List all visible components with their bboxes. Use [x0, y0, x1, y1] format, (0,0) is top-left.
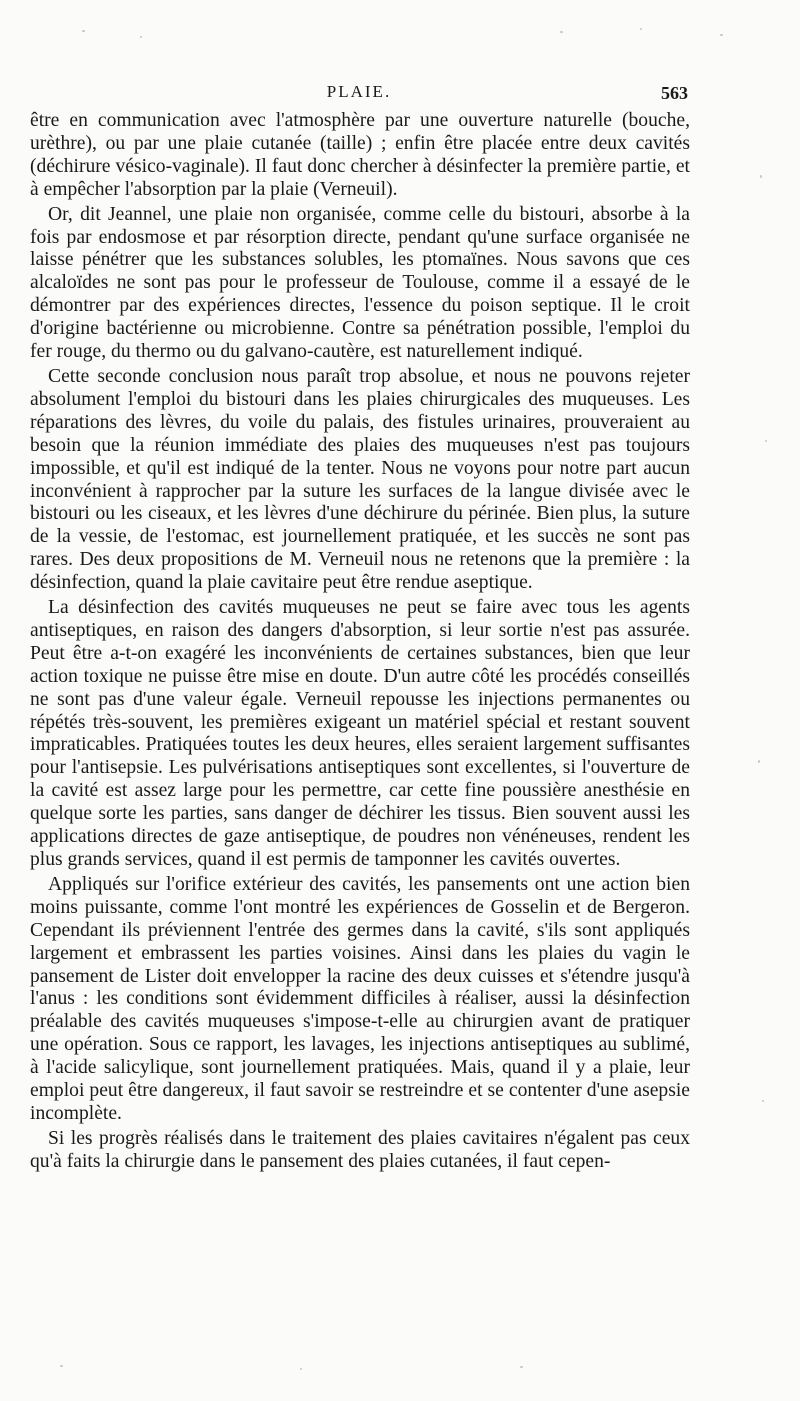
page-number: 563	[661, 83, 688, 103]
paragraph-6: Si les progrès réalisés dans le traitement des plaies cavitaires n'égalent pas ceux qu'à faits la chirurgie dans le pansement des plaies cutanées, il faut cepen-	[30, 1127, 690, 1172]
paragraph-3: Cette seconde conclusion nous paraît trop absolue, et nous ne pouvons rejeter absolument l'emploi du bistouri dans les plaies chirurgicales des muqueuses. Les réparations des lèvres, du voile du palais, des fistules urinaires, prouveraient au besoin que la réunion immédiate des plaies des muqueuses n'est pas toujours impossible, et qu'il est indiqué de la tenter. Nous ne voyons pour notre part aucun inconvénient à rapprocher par la suture les surfaces de la langue divisée avec le bistouri ou les ciseaux, et les lèvres d'une déchirure du périnée. Bien plus, la suture de la vessie, de l'estomac, est journellement pratiquée, et les succès ne sont pas rares. Des deux propositions de M. Verneuil nous ne retenons que la première : la désinfection, quand la plaie cavitaire peut être rendue aseptique.	[30, 365, 690, 594]
scan-speck	[760, 175, 762, 178]
page-header	[30, 82, 688, 106]
scan-speck	[520, 1366, 523, 1368]
scan-speck	[765, 440, 767, 442]
scan-speck	[560, 31, 563, 33]
scan-speck	[762, 1100, 764, 1102]
running-title: PLAIE.	[326, 82, 392, 101]
scan-speck	[720, 34, 723, 36]
scan-speck	[140, 36, 142, 38]
scan-speck	[82, 30, 85, 32]
scan-speck	[640, 28, 642, 30]
paragraph-4: La désinfection des cavités muqueuses ne peut se faire avec tous les agents antiseptiques, en raison des dangers d'absorption, si leur sortie n'est pas assurée. Peut être a-t-on exagéré les inconvénients de certaines substances, bien que leur action toxique ne puisse être mise en doute. D'un autre côté les procédés conseillés ne sont pas d'une valeur égale. Verneuil repousse les injections permanentes ou répétés très-souvent, les premières exigeant un matériel spécial et restant souvent impraticables. Pratiquées toutes les deux heures, elles seraient largement suffisantes pour l'antisepsie. Les pulvérisations antiseptiques sont excellentes, si l'ouverture de la cavité est assez large pour les permettre, car cette fine poussière anesthésie en quelque sorte les parties, sans danger de déchirer les tissus. Bien souvent aussi les applications directes de gaze antiseptique, de poudres non vénéneuses, rendent les plus grands services, quand il est permis de tamponner les cavités ouvertes.	[30, 597, 690, 870]
scan-speck	[60, 1365, 63, 1367]
scan-speck	[300, 1368, 302, 1370]
paragraph-5: Appliqués sur l'orifice extérieur des cavités, les pansements ont une action bien moins puissante, comme l'ont montré les expériences de Gosselin et de Bergeron. Cependant ils préviennent l'entrée des germes dans la cavité, s'ils sont appliqués largement et embrassent les parties voisines. Ainsi dans les plaies du vagin le pansement de Lister doit envelopper la racine des deux cuisses et s'étendre jusqu'à l'anus : les conditions sont évidemment difficiles à réaliser, aussi la désinfection préalable des cavités muqueuses s'impose-t-elle au chirurgien avant de pratiquer une opération. Sous ce rapport, les lavages, les injections antiseptiques au sublimé, à l'acide salicylique, sont journellement pratiquées. Mais, quand il y a plaie, leur emploi peut être dangereux, il faut savoir se restreindre et se contenter d'une asepsie incomplète.	[30, 873, 690, 1124]
paragraph-2: Or, dit Jeannel, une plaie non organisée, comme celle du bistouri, absorbe à la fois par endosmose et par résorption directe, pendant qu'une surface organisée ne laisse pénétrer que les substances solubles, les ptomaïnes. Nous savons que ces alcaloïdes ne sont pas pour le professeur de Toulouse, comme il a essayé de le démontrer par des expériences directes, l'essence du poison septique. Il le croit d'origine bactérienne ou microbienne. Contre sa pénétration possible, l'emploi du fer rouge, du thermo ou du galvano-cautère, est naturellement indiqué.	[30, 203, 690, 363]
paragraph-1: être en communication avec l'atmosphère par une ouverture naturelle (bouche, urèthre), ou par une plaie cutanée (taille) ; enfin être placée entre deux cavités (déchirure vésico-vaginale). Il faut donc chercher à désinfecter la première partie, et à empêcher l'absorption par la plaie (Verneuil).	[30, 110, 690, 200]
scan-speck	[758, 760, 760, 763]
body-text	[30, 110, 690, 1176]
